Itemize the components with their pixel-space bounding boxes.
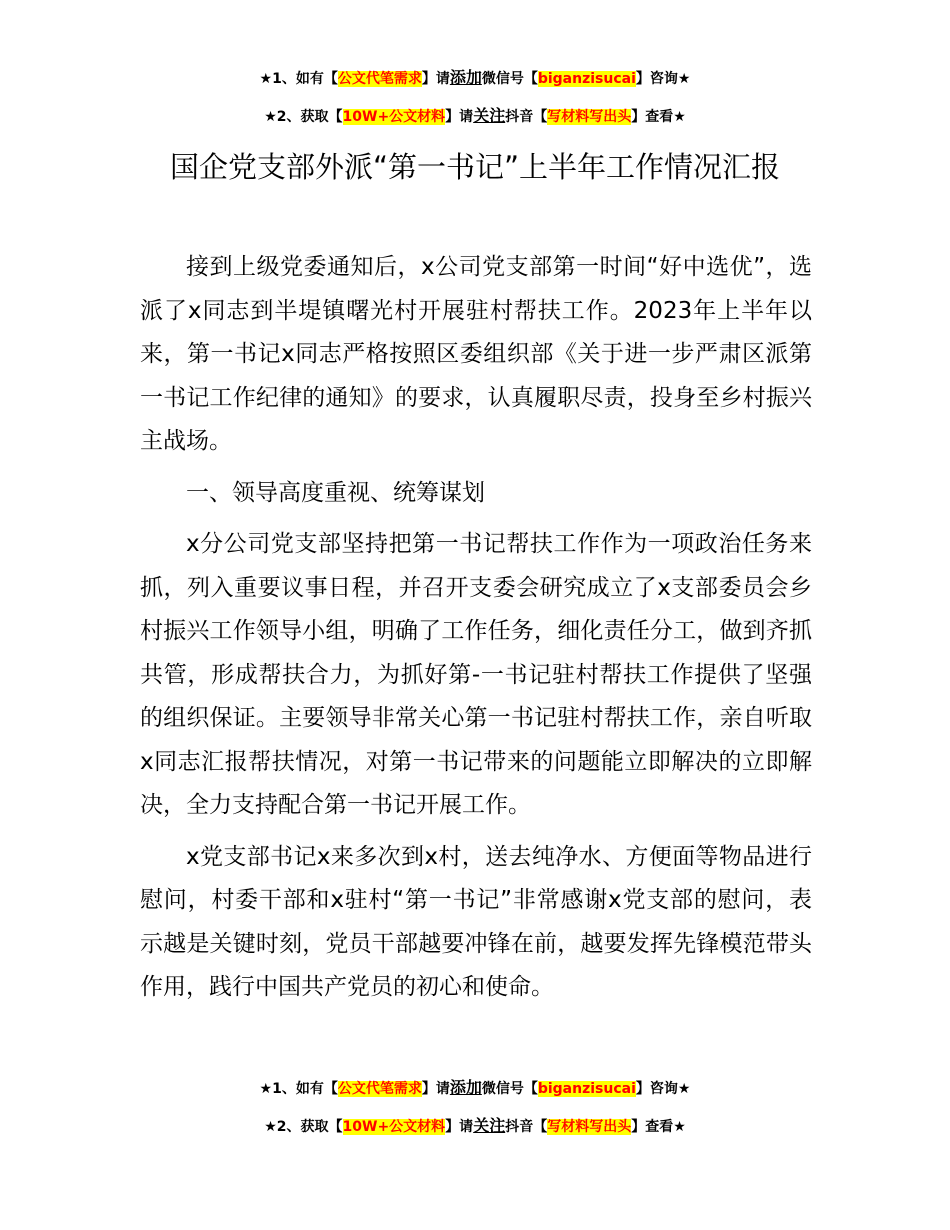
body-paragraph: x分公司党支部坚持把第一书记帮扶工作作为一项政治任务来抓，列入重要议事日程，并召开支委会研究成立了x支部委员会乡村振兴工作领导小组，明确了工作任务，细化责任分工，做到齐抓共管，形成帮扶合力，为抓好第-一书记驻村帮扶工作提供了坚强的组织保证。主要领导非常关心第一书记驻村帮扶工作，亲自听取x同志汇报帮扶情况，对第一书记带来的问题能立即解决的立即解决，全力支持配合第一书记开展工作。 — [140, 531, 812, 818]
promo-highlight: 公文代笔需求 — [337, 71, 422, 87]
promo-douyin-id: 写材料写出头 — [547, 109, 632, 125]
promo-prefix: ★2、获取【 — [264, 1119, 343, 1135]
promo-text: 抖音【 — [505, 1119, 548, 1135]
promo-highlight: 10W+公文材料 — [342, 1119, 446, 1135]
promo-bottom-line-1 — [0, 1077, 950, 1100]
promo-prefix: ★1、如有【 — [259, 71, 338, 87]
promo-top-line-1 — [0, 67, 950, 90]
promo-emphasis: 关注 — [473, 106, 506, 125]
promo-emphasis: 添加 — [449, 1078, 482, 1097]
promo-bottom-line-2 — [0, 1115, 950, 1138]
promo-text: 微信号【 — [481, 1081, 538, 1097]
promo-suffix: 】咨询★ — [635, 1081, 691, 1097]
promo-text: 】请 — [421, 1081, 450, 1097]
promo-highlight: 公文代笔需求 — [337, 1081, 422, 1097]
body-paragraph: 接到上级党委通知后，x公司党支部第一时间“好中选优”，选派了x同志到半堤镇曙光村开展驻村帮扶工作。2023年上半年以来，第一书记x同志严格按照区委组织部《关于进一步严肃区派第一书记工作纪律的通知》的要求，认真履职尽责，投身至乡村振兴主战场。 — [140, 254, 812, 454]
promo-text: 】请 — [445, 1119, 474, 1135]
section-heading: 一、领导高度重视、统筹谋划 — [186, 479, 485, 506]
promo-text: 】请 — [445, 109, 474, 125]
promo-highlight: 10W+公文材料 — [342, 109, 446, 125]
promo-wechat-id: biganzisucai — [537, 1081, 636, 1097]
body-paragraph: x党支部书记x来多次到x村，送去纯净水、方便面等物品进行慰问，村委干部和x驻村“第一书记”非常感谢x党支部的慰问，表示越是关键时刻，党员干部越要冲锋在前，越要发挥先锋模范带头作用，践行中国共产党员的初心和使命。 — [140, 843, 812, 1000]
promo-suffix: 】咨询★ — [635, 71, 691, 87]
promo-prefix: ★2、获取【 — [264, 109, 343, 125]
promo-top-line-2 — [0, 105, 950, 128]
promo-suffix: 】查看★ — [631, 1119, 686, 1135]
promo-douyin-id: 写材料写出头 — [547, 1119, 632, 1135]
promo-suffix: 】查看★ — [631, 109, 686, 125]
document-body — [140, 246, 812, 1010]
promo-prefix: ★1、如有【 — [259, 1081, 338, 1097]
promo-wechat-id: biganzisucai — [537, 71, 636, 87]
document-title: 国企党支部外派“第一书记”上半年工作情况汇报 — [169, 150, 781, 184]
promo-emphasis: 关注 — [473, 1116, 506, 1135]
promo-text: 微信号【 — [481, 71, 538, 87]
promo-text: 抖音【 — [505, 109, 548, 125]
promo-emphasis: 添加 — [449, 68, 482, 87]
promo-text: 】请 — [421, 71, 450, 87]
